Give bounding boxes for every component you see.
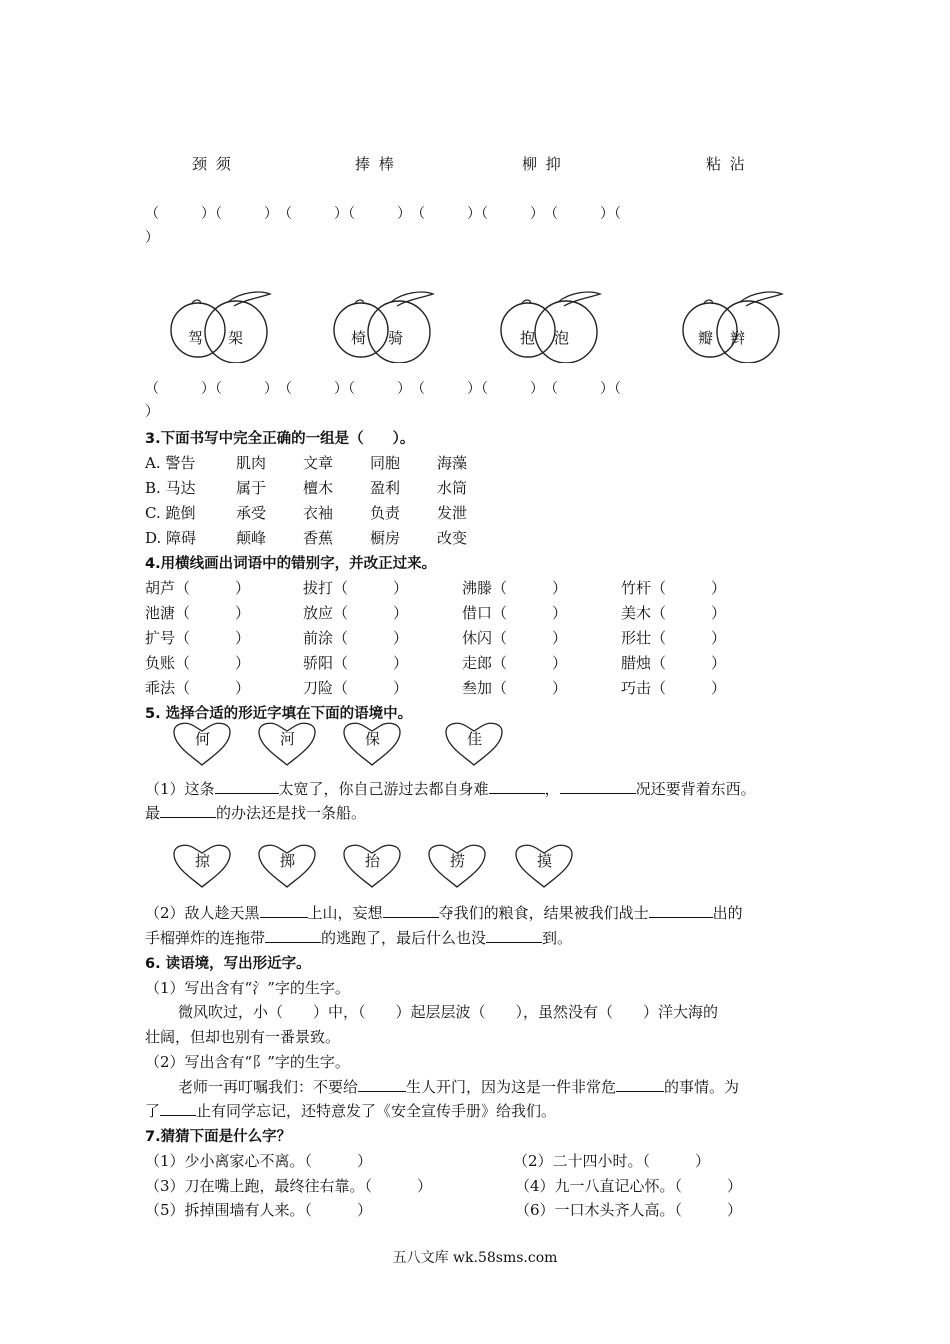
q4-answer-blank: （ ） <box>492 604 568 622</box>
q3-option-word: 颠峰 <box>236 529 267 547</box>
blank-row-1-tail: ） <box>145 230 159 246</box>
q4-word: 腊烛 <box>621 654 652 672</box>
q4-word: 走郎 <box>462 654 493 672</box>
q4-item <box>303 627 408 648</box>
q4-item <box>621 627 726 648</box>
q3-option-word: 海藻 <box>437 454 468 472</box>
blank-row-1: （ ）（ ） （ ）（ ） （ ）（ ） （ ）（ <box>145 206 621 222</box>
hearts-row-2 <box>170 842 590 890</box>
apple-4-right: 辫 <box>730 329 746 347</box>
q4-item <box>145 577 250 598</box>
heart-8-char: 捞 <box>450 852 466 870</box>
pair-1: 颈 须 <box>192 155 233 173</box>
heart-6-char: 掷 <box>280 852 296 870</box>
q4-answer-blank: （ ） <box>333 629 409 647</box>
q4-word: 刀险 <box>303 679 334 697</box>
q3-option-word: 发泄 <box>437 504 468 522</box>
apple-4-left: 瓣 <box>698 329 714 347</box>
q4-answer-blank: （ ） <box>651 604 727 622</box>
q5-sentence-2: （2）敌人趁天黑 上山，妄想 夺我们的粮食，结果被我们战士 出的 <box>145 904 743 922</box>
q3-option-word: 文章 <box>303 454 334 472</box>
riddle-1: （1）少小离家心不离。（ ） <box>145 1152 373 1170</box>
q4-word: 形壮 <box>621 629 652 647</box>
q6-prompt-2: （2）写出含有“阝”字的生字。 <box>145 1053 350 1071</box>
q4-word: 乖法 <box>145 679 176 697</box>
apple-2-right: 骑 <box>388 329 404 347</box>
q6-passage-1b: 壮阔，但却也别有一番景致。 <box>145 1028 341 1046</box>
q4-item <box>303 677 408 698</box>
q3-option-word: 属于 <box>236 479 267 497</box>
q4-item <box>303 602 408 623</box>
q3-option-word: 檀木 <box>303 479 334 497</box>
apple-1-left: 驾 <box>188 329 204 347</box>
q4-answer-blank: （ ） <box>333 579 409 597</box>
q4-item <box>462 677 567 698</box>
apple-3-right: 泡 <box>554 329 570 347</box>
q4-word: 负账 <box>145 654 176 672</box>
heart-4-char: 佳 <box>467 730 483 748</box>
q4-answer-blank: （ ） <box>175 604 251 622</box>
q4-word: 巧击 <box>621 679 652 697</box>
q3-option-word: 负责 <box>370 504 401 522</box>
q3-option-word: 香蕉 <box>303 529 334 547</box>
q7-title: 7.猜猜下面是什么字？ <box>145 1129 292 1145</box>
pair-2: 捧 棒 <box>355 155 396 173</box>
q4-item <box>621 602 726 623</box>
q4-item <box>303 577 408 598</box>
heart-1-char: 何 <box>195 730 211 748</box>
heart-3-char: 保 <box>365 730 381 748</box>
q3-option-word: 承受 <box>236 504 267 522</box>
apple-illustrations <box>170 288 790 363</box>
q4-item <box>145 602 250 623</box>
q5-title: 5. 选择合适的形近字填在下面的语境中。 <box>145 706 413 722</box>
q3-option-label: B. 马达 <box>145 479 196 497</box>
q4-answer-blank: （ ） <box>175 679 251 697</box>
q4-word: 借口 <box>462 604 493 622</box>
q4-item <box>621 577 726 598</box>
q6-passage-1a: 微风吹过，小（ ）中，（ ）起层层波（ ），虽然没有（ ）洋大海的 <box>178 1003 719 1021</box>
pair-4: 粘 沾 <box>706 155 747 173</box>
q4-word: 竹杆 <box>621 579 652 597</box>
q3-option-word: 肌肉 <box>236 454 267 472</box>
heart-2-char: 河 <box>280 730 296 748</box>
blank-row-2-tail: ） <box>145 404 159 420</box>
q4-item <box>462 577 567 598</box>
q4-answer-blank: （ ） <box>492 579 568 597</box>
q3-option-word: 衣袖 <box>303 504 334 522</box>
q4-word: 前涂 <box>303 629 334 647</box>
footer-watermark: 五八文库 wk.58sms.com <box>392 1250 558 1266</box>
riddle-2: （2）二十四小时。（ ） <box>513 1152 711 1170</box>
riddle-4: （4）九一八直记心怀。（ ） <box>515 1177 743 1195</box>
q4-item <box>462 627 567 648</box>
q3-option-label: A. 警告 <box>145 454 196 472</box>
q3-option-word: 改变 <box>437 529 468 547</box>
riddle-5: （5）拆掉围墙有人来。（ ） <box>145 1201 373 1219</box>
q4-word: 骄阳 <box>303 654 334 672</box>
q4-word: 池溏 <box>145 604 176 622</box>
q6-passage-2a: 老师一再叮嘱我们：不要给 生人开门，因为这是一件非常危 的事情。为 <box>178 1078 740 1096</box>
q3-option-word: 同胞 <box>370 454 401 472</box>
q4-item <box>145 627 250 648</box>
q4-answer-blank: （ ） <box>492 654 568 672</box>
q4-item <box>462 602 567 623</box>
q4-answer-blank: （ ） <box>651 679 727 697</box>
q4-answer-blank: （ ） <box>333 679 409 697</box>
q4-word: 叁加 <box>462 679 493 697</box>
q3-option-word: 盈利 <box>370 479 401 497</box>
q4-answer-blank: （ ） <box>492 629 568 647</box>
q4-item <box>462 652 567 673</box>
q4-answer-blank: （ ） <box>175 629 251 647</box>
q6-title: 6. 读语境，写出形近字。 <box>145 956 311 972</box>
riddle-6: （6）一口木头齐人高。（ ） <box>515 1201 743 1219</box>
q4-answer-blank: （ ） <box>175 579 251 597</box>
q4-word: 沸滕 <box>462 579 493 597</box>
q3-option-label: C. 跪倒 <box>145 504 196 522</box>
q4-answer-blank: （ ） <box>333 604 409 622</box>
apple-1-right: 架 <box>228 329 244 347</box>
q4-item <box>145 652 250 673</box>
riddle-3: （3）刀在嘴上跑，最终往右靠。（ ） <box>145 1177 433 1195</box>
q4-item <box>621 677 726 698</box>
q4-answer-blank: （ ） <box>651 654 727 672</box>
q6-prompt-1: （1）写出含有“氵”字的生字。 <box>145 979 350 997</box>
q4-word: 扩号 <box>145 629 176 647</box>
q4-word: 放应 <box>303 604 334 622</box>
heart-9-char: 摸 <box>537 852 553 870</box>
apple-3-left: 抱 <box>520 329 536 347</box>
blank-row-2: （ ）（ ） （ ）（ ） （ ）（ ） （ ）（ <box>145 381 621 397</box>
q4-answer-blank: （ ） <box>175 654 251 672</box>
q5-sentence-1b: 最 的办法还是找一条船。 <box>145 804 367 822</box>
q4-word: 拔打 <box>303 579 334 597</box>
q4-item <box>145 677 250 698</box>
hearts-row-1 <box>170 720 510 768</box>
q4-answer-blank: （ ） <box>333 654 409 672</box>
q5-sentence-2b: 手榴弹炸的连拖带 的逃跑了，最后什么也没 到。 <box>145 929 573 947</box>
q3-option-word: 水筒 <box>437 479 468 497</box>
apple-2-left: 椅 <box>351 329 367 347</box>
q4-word: 美木 <box>621 604 652 622</box>
q4-item <box>303 652 408 673</box>
q5-sentence-1: （1）这条 太宽了，你自己游过去都自身难 ， 况还要背着东西。 <box>145 780 756 798</box>
q4-answer-blank: （ ） <box>492 679 568 697</box>
q4-answer-blank: （ ） <box>651 629 727 647</box>
heart-5-char: 掠 <box>195 852 211 870</box>
q4-title: 4.用横线画出词语中的错别字，并改正过来。 <box>145 556 437 572</box>
q3-option-word: 橱房 <box>370 529 401 547</box>
q3-option-label: D. 障碍 <box>145 529 197 547</box>
q4-word: 胡芦 <box>145 579 176 597</box>
pair-3: 柳 抑 <box>522 155 563 173</box>
heart-7-char: 抬 <box>365 852 381 870</box>
q4-item <box>621 652 726 673</box>
q3-title: 3.下面书写中完全正确的一组是（ ）。 <box>145 431 415 447</box>
q4-word: 休闪 <box>462 629 493 647</box>
q4-answer-blank: （ ） <box>651 579 727 597</box>
q6-passage-2b: 了 止有同学忘记，还特意发了《安全宣传手册》给我们。 <box>145 1102 557 1120</box>
